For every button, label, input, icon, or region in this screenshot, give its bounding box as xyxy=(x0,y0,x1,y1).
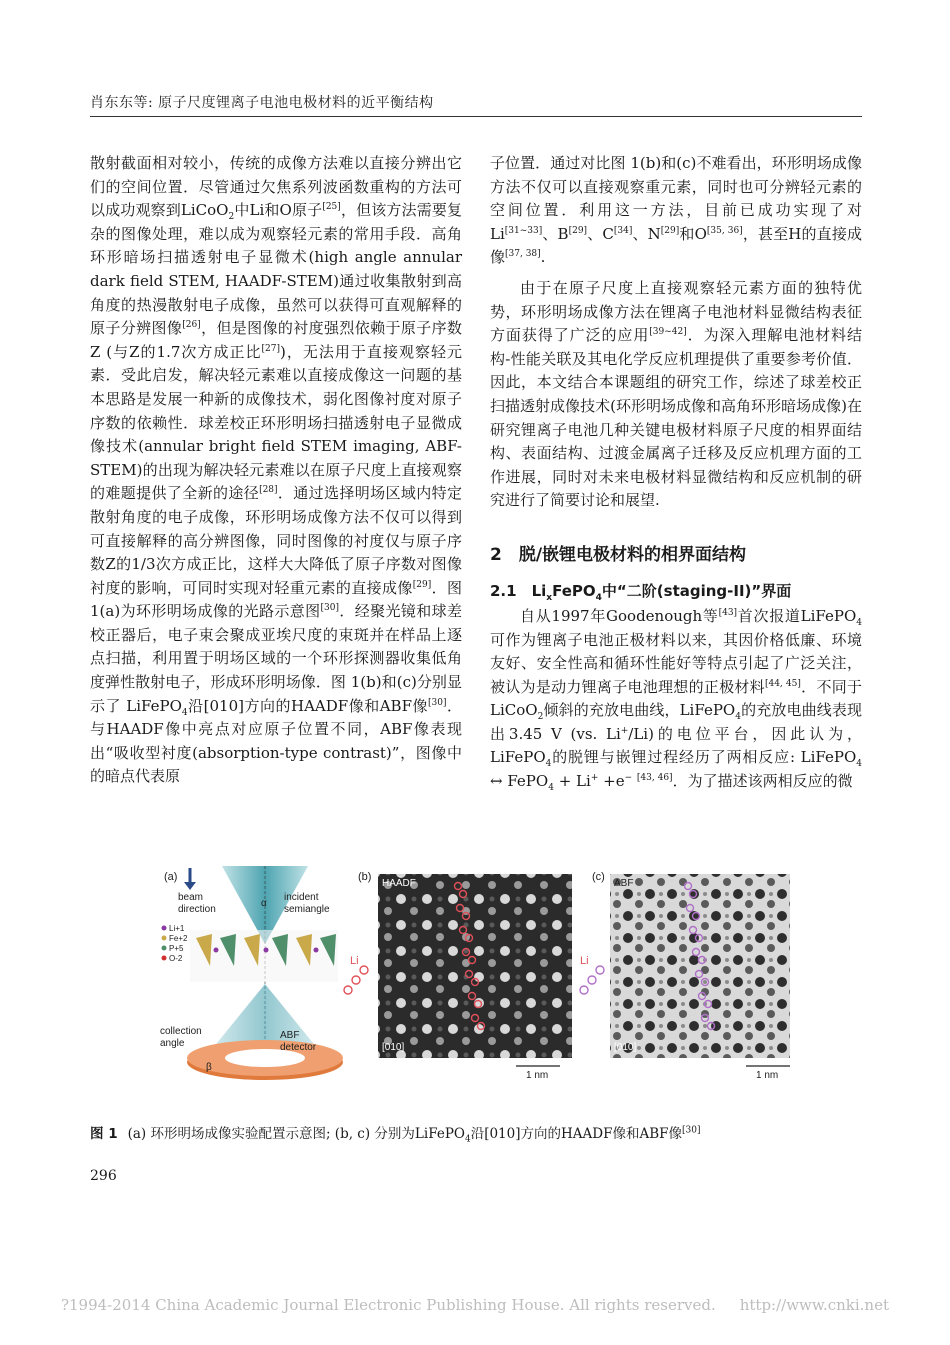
text-run: /Li)的电位平台，因此认为，LiFePO xyxy=(490,724,862,767)
subscript: 2 xyxy=(537,712,544,723)
citation[interactable]: [25] xyxy=(322,202,341,213)
abf-detector-label-2: detector xyxy=(280,1042,317,1053)
scale-bar-label-b: 1 nm xyxy=(526,1070,549,1081)
text-run: 中“二阶(staging-II)”界面 xyxy=(601,581,792,600)
page-number: 296 xyxy=(90,1168,117,1184)
citation[interactable]: [44, 45] xyxy=(764,678,801,689)
citation[interactable]: [30] xyxy=(428,697,447,708)
li-side-markers-b xyxy=(344,966,368,994)
zone-axis-c: [010] xyxy=(614,1042,637,1053)
running-header: 肖东东等: 原子尺度锂离子电池电极材料的近平衡结构 xyxy=(90,95,434,111)
text-run: 子位置．通过对比图 1(b)和(c)不难看出，环形明场成像方法不仅可以直接观察重元素，同时也可分辨轻元素的空间位置．利用这一方法，目前已成功实现了对Li xyxy=(490,154,862,243)
header-rule xyxy=(90,116,862,117)
abf-detector-ring xyxy=(187,1040,343,1080)
zone-axis-b: [010] xyxy=(382,1042,405,1053)
citation[interactable]: [43] xyxy=(718,607,738,618)
citation[interactable]: [29] xyxy=(568,225,588,236)
section-2-title: 2 脱/嵌锂电极材料的相界面结构 xyxy=(490,544,747,565)
text-run: 2.1 Li xyxy=(490,581,547,600)
citation[interactable]: [31~33] xyxy=(504,225,543,236)
scale-bar-label-c: 1 nm xyxy=(756,1070,779,1081)
superscript: + xyxy=(590,773,599,784)
crystal-structure xyxy=(190,930,338,982)
semiangle-label: semiangle xyxy=(284,904,330,915)
text-run: FePO xyxy=(552,581,596,600)
citation[interactable]: [34] xyxy=(613,225,633,236)
left-paragraph-1 xyxy=(90,152,462,789)
abf-detector-label-1: ABF xyxy=(280,1030,300,1041)
abf-label: ABF xyxy=(614,878,634,889)
alpha-label: α xyxy=(261,898,267,909)
citation[interactable]: [28] xyxy=(259,485,278,496)
incident-label: incident xyxy=(284,892,319,903)
text-run: 、B xyxy=(542,224,569,243)
beta-label: β xyxy=(206,1062,212,1073)
citation[interactable]: [35, 36] xyxy=(706,225,743,236)
citation[interactable]: [26] xyxy=(182,320,201,331)
legend-p: P+5 xyxy=(169,944,184,953)
haadf-image xyxy=(378,874,572,1058)
panel-b-label: (b) xyxy=(358,871,372,883)
text-run: 首次报道LiFePO xyxy=(737,606,857,625)
text-run: 、C xyxy=(587,224,614,243)
text-run: 散射截面相对较小，传统的成像方法难以直接分辨出它们的空间位置．尽管通过欠焦系列波函数重构的方法可以成功观察到LiCoO xyxy=(90,154,462,220)
abf-image xyxy=(610,874,790,1058)
figure-1-svg xyxy=(160,866,790,1086)
figure-1 xyxy=(160,866,790,1086)
text-run: ．经聚光镜和球差校正器后，电子束会聚成亚埃尺度的束斑并在样品上逐点扫描，利用置于明场区域的一个环形探测器收集低角度弹性散射电子，形成环形明场像．图 1(b)和(c)分别显示了 LiFePO xyxy=(90,602,462,715)
text-run: + Li xyxy=(553,772,591,791)
text-run: 的脱锂与嵌锂过程经历了两相反应: LiFePO xyxy=(551,748,857,767)
angle-label: angle xyxy=(160,1038,185,1049)
subscript: 2 xyxy=(228,212,235,223)
text-run: 沿[010]方向的HAADF像和ABF像 xyxy=(187,696,428,715)
caption-label: 图 1 xyxy=(90,1126,118,1142)
text-run: ．不同于LiCoO xyxy=(490,677,862,720)
text-run: +e xyxy=(598,772,625,791)
li-label-c: Li xyxy=(580,955,589,967)
subscript: 4 xyxy=(856,759,862,770)
left-column xyxy=(90,152,462,789)
right-column xyxy=(490,152,862,794)
text-run: 倾斜的充放电曲线，LiFePO xyxy=(543,701,736,720)
text-run: 可作为锂离子电池正极材料以来，其因价格低廉、环境友好、安全性高和循环性能好等特点引起了广泛关注，被认为是动力锂离子电池理想的正极材料 xyxy=(490,630,862,696)
citation[interactable]: [27] xyxy=(261,343,280,354)
text-run: 由于在原子尺度上直接观察轻元素方面的独特优势，环形明场成像方法在锂离子电池材料显微结构表征方面获得了广泛的应用 xyxy=(490,278,862,345)
right-paragraph-3 xyxy=(490,605,862,794)
beam-label: beam xyxy=(178,892,204,903)
text-run: (a) 环形明场成像实验配置示意图; (b, c) 分别为LiFePO xyxy=(127,1126,465,1142)
text-run: 中Li和O原子 xyxy=(234,201,323,220)
collection-label: collection xyxy=(160,1026,202,1037)
citation[interactable]: [43, 46] xyxy=(636,773,673,784)
text-run: 、N xyxy=(632,224,661,243)
subscript: 4 xyxy=(545,759,552,770)
figure-caption xyxy=(90,1122,860,1145)
text-run: 的充放电曲线表现出3.45 V (vs. Li xyxy=(490,701,862,743)
subscript: 4 xyxy=(181,707,188,718)
citation[interactable]: [30] xyxy=(320,603,339,614)
text-run: ．与HAADF像中亮点对应原子位置不同，ABF像表现出“吸收型衬度(absorption-type contrast)”，图像中的暗点代表原 xyxy=(90,696,462,786)
superscript: − xyxy=(624,773,633,784)
text-run: ，但该方法需要复杂的图像处理，难以成为观察轻元素的常用手段．高角环形暗场扫描透射电子显微术(high angle annular dark field STEM, HAADF-STEM)通过收集散射到高角度的热漫散射电子成像，虽然可以获得可直观解释的原子分辨图像 xyxy=(90,201,462,338)
subscript: 4 xyxy=(464,1134,471,1145)
text-run: ．图 1(a)为环形明场成像的光路示意图 xyxy=(90,578,462,621)
citation[interactable]: [29] xyxy=(660,225,680,236)
footer-copyright: ?1994-2014 China Academic Journal Electronic Publishing House. All rights reserved. xyxy=(60,1296,716,1314)
li-side-markers-c xyxy=(580,966,604,994)
superscript: + xyxy=(620,725,629,736)
subscript: 4 xyxy=(856,617,862,628)
text-run: ．通过选择明场区域内特定散射角度的电子成像，环形明场成像方法不仅可以得到可直接解释的高分辨图像，同时图像的衬度仅与原子序数Z的1/3次方成正比，这样大大降低了原子序数对图像衬度的影响，可同时实现对轻重元素的直接成像 xyxy=(90,484,462,597)
subscript: x xyxy=(546,592,553,603)
citation[interactable]: [37, 38] xyxy=(505,249,541,260)
text-run: . xyxy=(540,248,546,267)
legend-fe: Fe+2 xyxy=(169,934,188,943)
haadf-label: HAADF xyxy=(382,878,416,889)
text-run: ↔ FePO xyxy=(490,772,549,791)
right-paragraph-1 xyxy=(490,152,862,270)
direction-label: direction xyxy=(178,904,216,915)
panel-a-label: (a) xyxy=(164,871,178,883)
text-run: 沿[010]方向的HAADF像和ABF像 xyxy=(470,1126,683,1142)
atom-legend xyxy=(162,924,189,963)
text-run: ，甚至H的直接成像 xyxy=(490,224,862,267)
text-run: ．为深入理解电池材料结构-性能关联及其电化学反应机理提供了重要参考价值．因此，本文结合本课题组的研究工作，综述了球差校正扫描透射成像技术(环形明场成像和高角环形暗场成像)在研究锂离子电池几种关键电极材料原子尺度的相界面结构、表面结构、过渡金属离子迁移及反应机理方面的工作进展，同时对未来电极材料显微结构和反应机制的研究进行了简要讨论和展望. xyxy=(490,326,862,510)
text-run: 自从1997年Goodenough等 xyxy=(520,606,719,625)
text-run: )，无法用于直接观察轻元素．受此启发，解决轻元素难以直接成像这一问题的基本思路是发展一种新的成像技术，弱化图像衬度对原子序数的依赖性．球差校正环形明场扫描透射电子显微成像技术(annular bright field STEM imaging, ABF-STEM)的出现为解决轻元素难以在原子尺度上直接观察的难题提供了全新的途径 xyxy=(90,342,463,503)
footer xyxy=(0,1296,950,1314)
text-run: 和O xyxy=(679,224,707,243)
citation[interactable]: [39~42] xyxy=(649,327,687,338)
right-paragraph-2 xyxy=(490,277,862,513)
citation[interactable]: [30] xyxy=(682,1125,701,1136)
subscript: 4 xyxy=(548,783,554,794)
li-label-b: Li xyxy=(350,955,359,967)
panel-c-label: (c) xyxy=(592,871,605,883)
footer-url[interactable]: http://www.cnki.net xyxy=(739,1296,890,1314)
legend-li: Li+1 xyxy=(169,924,185,933)
text-run: ．为了描述该两相反应的微 xyxy=(672,772,853,791)
text-run: ，但是图像的衬度强烈依赖于原子序数Z (与Z的1.7次方成正比 xyxy=(90,319,462,361)
subscript: 4 xyxy=(735,712,741,723)
subscript: 4 xyxy=(595,592,602,603)
section-2-1-title xyxy=(490,579,862,603)
legend-o: O-2 xyxy=(169,954,183,963)
citation[interactable]: [29] xyxy=(412,579,432,590)
beam-arrow-icon xyxy=(184,868,196,890)
